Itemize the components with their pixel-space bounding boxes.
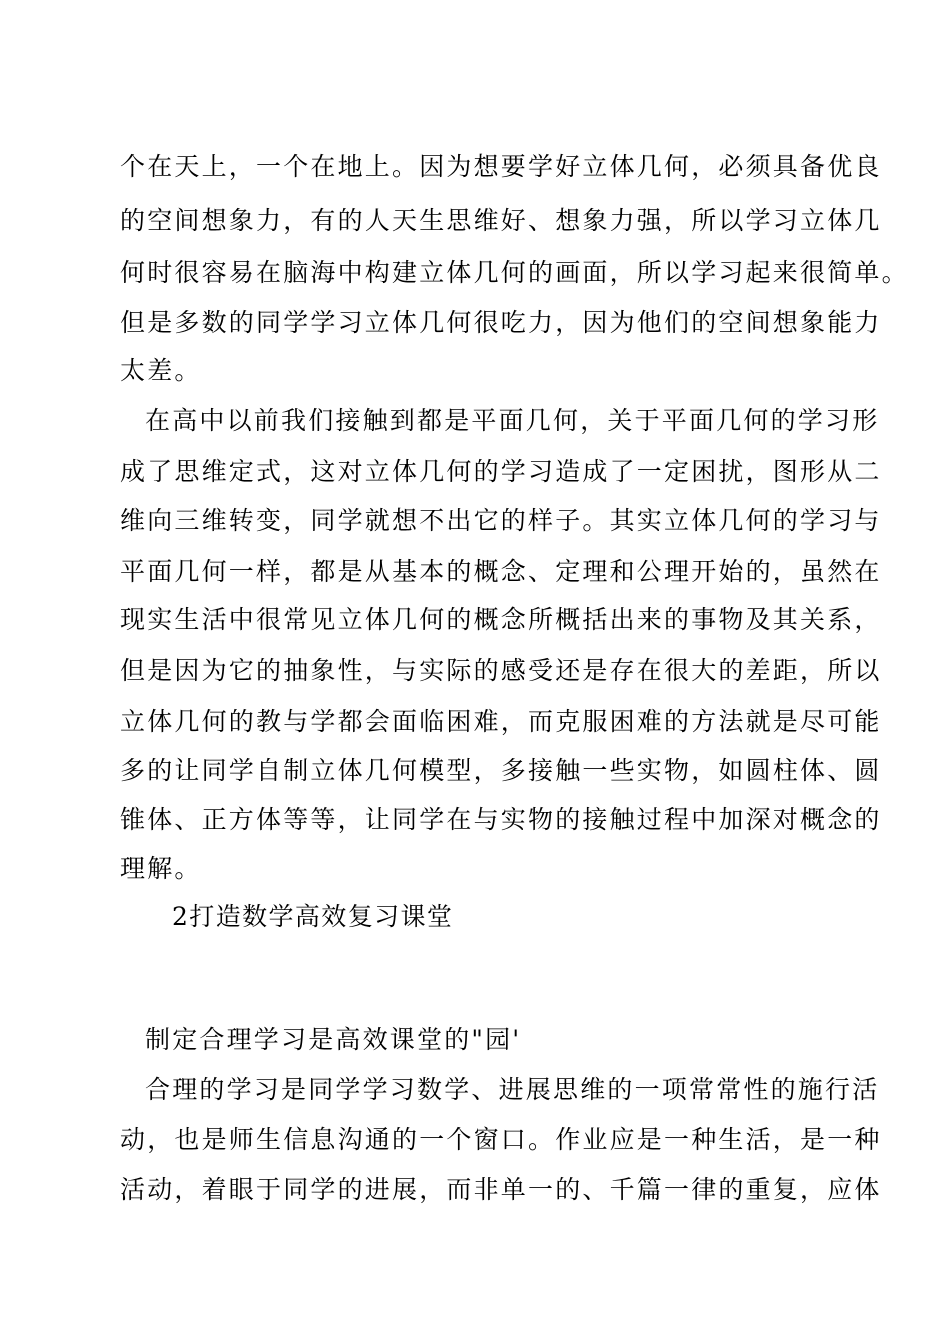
paragraph-2-line-4: 平面几何一样，都是从基本的概念、定理和公理开始的，虽然在	[120, 557, 882, 586]
paragraph-2-line-3: 维向三维转变，同学就想不出它的样子。其实立体几何的学习与	[120, 506, 882, 535]
paragraph-2-line-9: 锥体、正方体等等，让同学在与实物的接触过程中加深对概念的	[120, 805, 882, 834]
paragraph-2-line-2: 成了思维定式，这对立体几何的学习造成了一定困扰，图形从二	[120, 457, 882, 486]
paragraph-1-line-3: 何时很容易在脑海中构建立体几何的画面，所以学习起来很简单。	[120, 258, 909, 287]
paragraph-2-line-10: 理解。	[120, 854, 202, 883]
paragraph-2-line-8: 多的让同学自制立体几何模型，多接触一些实物，如圆柱体、圆	[120, 756, 882, 785]
paragraph-2-line-6: 但是因为它的抽象性，与实际的感受还是存在很大的差距，所以	[120, 656, 882, 685]
paragraph-2-line-5: 现实生活中很常见立体几何的概念所概括出来的事物及其关系，	[120, 605, 882, 634]
paragraph-3-line-2: 动，也是师生信息沟通的一个窗口。作业应是一种生活，是一种	[120, 1125, 882, 1154]
paragraph-1-line-5: 太差。	[120, 356, 202, 385]
paragraph-1-line-4: 但是多数的同学学习立体几何很吃力，因为他们的空间想象能力	[120, 308, 882, 337]
paragraph-1-line-1: 个在天上，一个在地上。因为想要学好立体几何，必须具备优良	[120, 152, 882, 181]
section-heading: 2打造数学高效复习课堂	[172, 902, 454, 931]
paragraph-2-line-1: 在高中以前我们接触到都是平面几何，关于平面几何的学习形	[145, 406, 880, 435]
paragraph-3-line-3: 活动，着眼于同学的进展，而非单一的、千篇一律的重复，应体	[120, 1175, 882, 1204]
paragraph-3-line-1: 合理的学习是同学学习数学、进展思维的一项常常性的施行活	[145, 1075, 880, 1104]
paragraph-2-line-7: 立体几何的教与学都会面临困难，而克服困难的方法就是尽可能	[120, 707, 882, 736]
paragraph-1-line-2: 的空间想象力，有的人天生思维好、想象力强，所以学习立体几	[120, 206, 882, 235]
subheading: 制定合理学习是高效课堂的"园'	[145, 1025, 522, 1054]
